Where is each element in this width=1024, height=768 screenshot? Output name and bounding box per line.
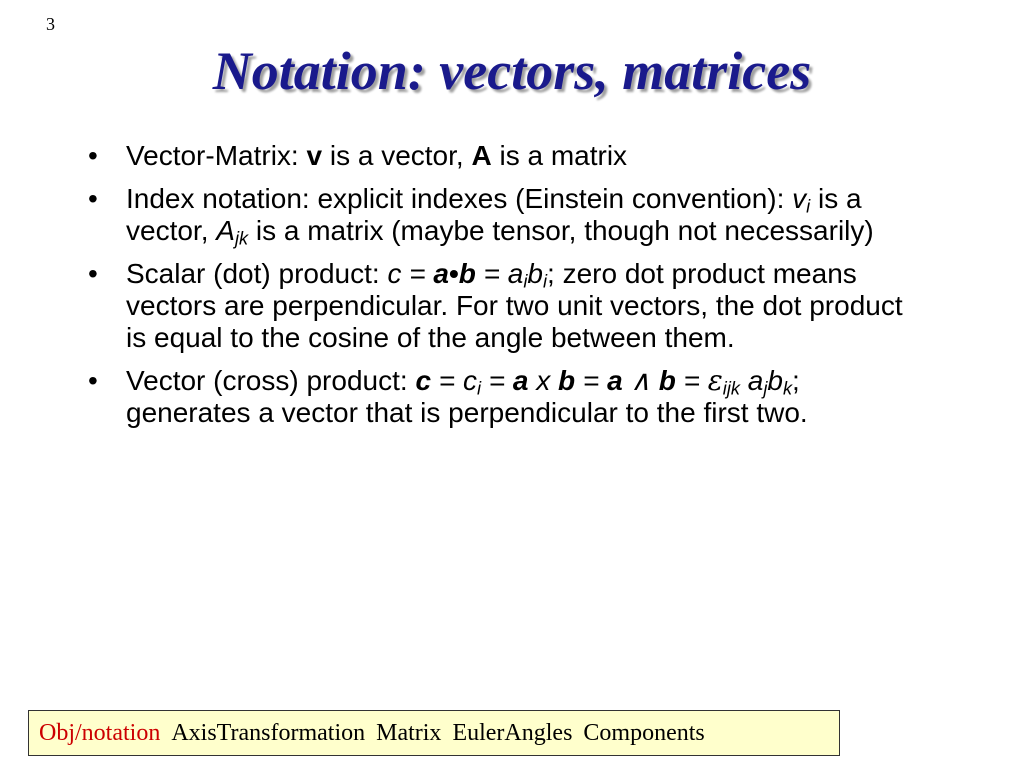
bullet-text: is a vector, (322, 140, 472, 171)
math-operator: = (575, 365, 608, 396)
bullet-scalar-product (88, 258, 928, 354)
navigation-bar (28, 710, 840, 756)
bullet-cross-product (88, 365, 928, 429)
bullet-text: ; generates a vector that is perpendicular to the first two. (126, 365, 808, 428)
math-symbol: a (512, 365, 529, 396)
math-subscript: k (782, 378, 793, 399)
math-symbol: v (306, 140, 323, 171)
math-operator: = (401, 258, 434, 289)
math-symbol: A (471, 140, 492, 171)
nav-link-components[interactable]: Components (583, 719, 705, 746)
bullet-vector-matrix (88, 140, 928, 172)
math-symbol: b (527, 258, 543, 289)
bullet-text: ; zero dot product means vectors are perpendicular. For two unit vectors, the dot product is equal to the cosine of the angle between them. (126, 258, 903, 353)
bullet-text: Index notation: explicit indexes (Einstein convention): (126, 183, 793, 214)
bullet-text: is a matrix (491, 140, 628, 171)
math-subscript: i (476, 378, 481, 399)
bullet-text: Scalar (dot) product: (126, 258, 388, 289)
slide-title: Notation: vectors, matrices (212, 41, 812, 101)
math-symbol: a (607, 365, 623, 396)
math-symbol: ε (707, 364, 723, 397)
math-subscript: ijk (722, 378, 740, 399)
math-subscript: i (543, 271, 548, 292)
math-symbol: c (387, 258, 402, 289)
math-operator: = (480, 365, 513, 396)
math-symbol: v (792, 183, 807, 214)
bullet-text: is a vector, (126, 183, 862, 246)
math-symbol: a (433, 258, 449, 289)
math-operator: = (675, 365, 708, 396)
math-operator: ∧ (622, 365, 659, 396)
slide-number: 3 (46, 14, 55, 34)
math-symbol: c (415, 365, 432, 396)
nav-link-axis-transformation[interactable]: AxisTransformation (171, 719, 366, 746)
bullet-text: is a matrix (maybe tensor, though not necessarily) (248, 215, 874, 246)
nav-link-obj-notation[interactable]: Obj/notation (39, 719, 161, 746)
math-symbol: a (507, 258, 524, 289)
bullet-index-notation (88, 183, 928, 247)
bullet-list (88, 140, 928, 440)
math-operator: = (475, 258, 508, 289)
nav-link-euler-angles[interactable]: EulerAngles (452, 719, 573, 746)
math-subscript: i (806, 196, 811, 217)
math-operator: x (528, 365, 559, 396)
bullet-text: Vector (cross) product: (126, 365, 416, 396)
math-subscript: i (523, 271, 528, 292)
math-subscript: jk (234, 228, 249, 249)
math-symbol: b (658, 365, 676, 396)
math-symbol: a (747, 365, 764, 396)
math-symbol: b (558, 365, 576, 396)
math-subscript: j (763, 378, 768, 399)
math-operator: = (431, 365, 463, 396)
math-symbol: A (216, 215, 235, 246)
math-symbol: c (462, 365, 477, 396)
math-operator: • (448, 258, 459, 289)
nav-link-matrix[interactable]: Matrix (376, 719, 442, 746)
bullet-text: Vector-Matrix: (126, 140, 307, 171)
math-symbol: b (767, 365, 783, 396)
math-symbol: b (458, 258, 476, 289)
